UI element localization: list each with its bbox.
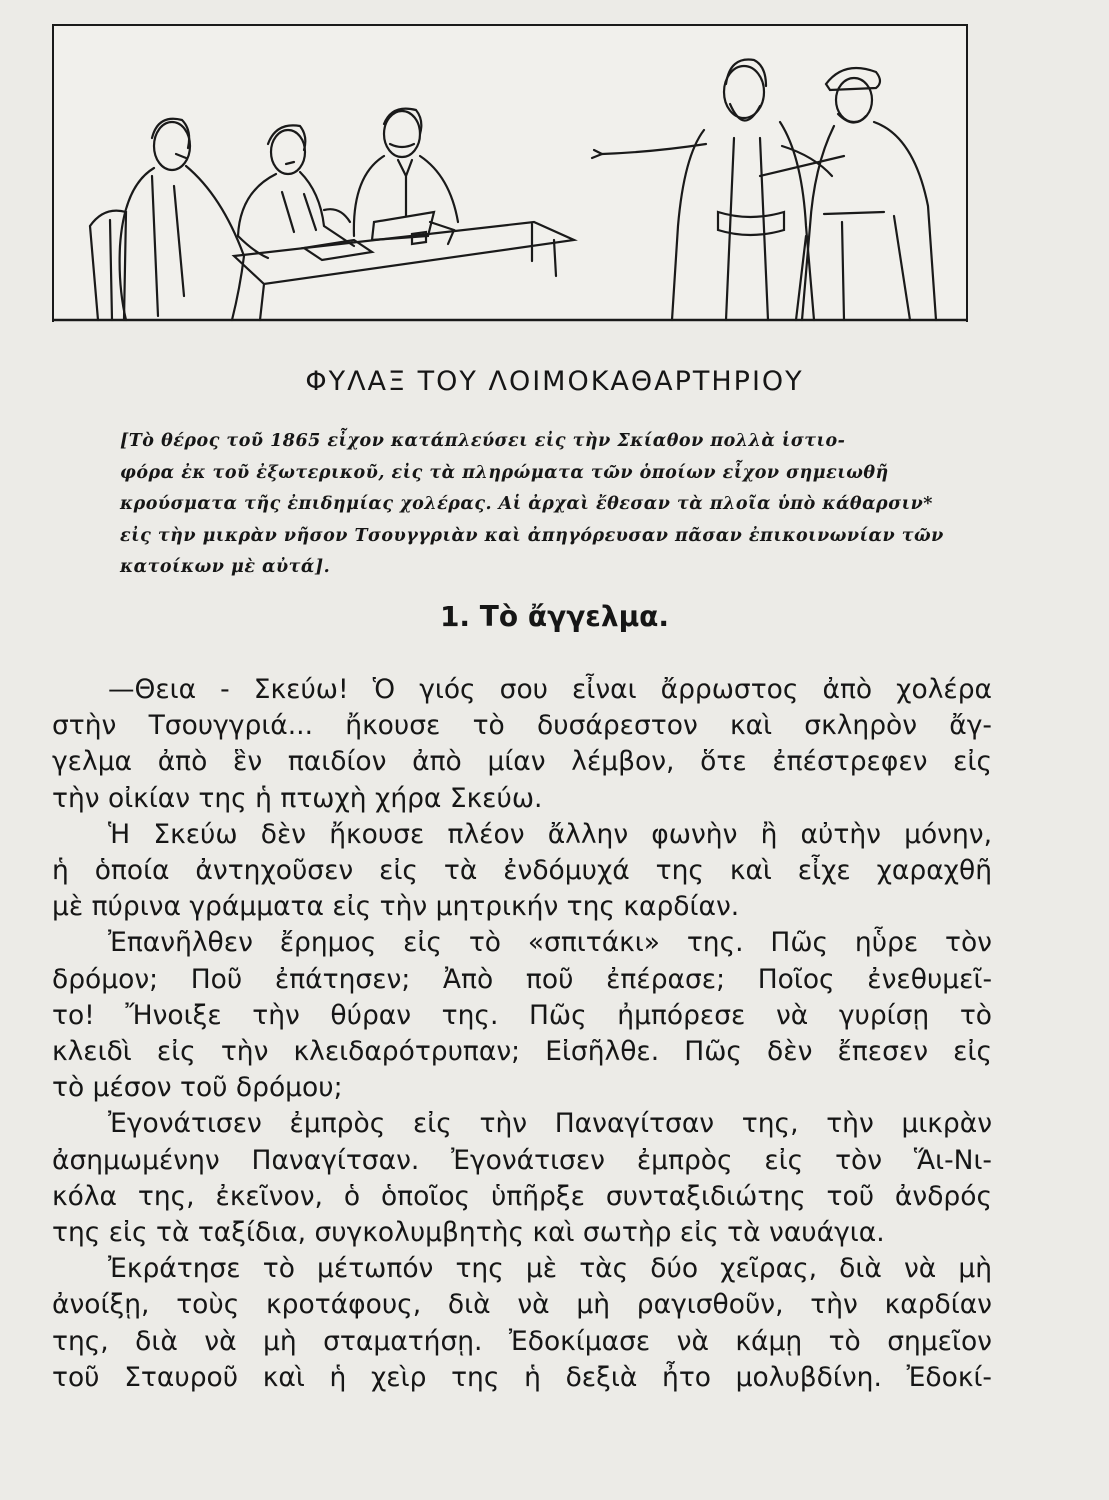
seated-man-right-drawing: [354, 109, 458, 244]
section-heading: 1. Τὸ ἄγγελμα.: [439, 600, 670, 633]
body-line: ἀνοίξῃ, τοὺς κροτάφους, διὰ νὰ μὴ ραγισθοῦν, τὴν καρδίαν: [52, 1289, 992, 1321]
body-line: στὴν Τσουγγριά... ἤκουσε τὸ δυσάρεστον καὶ σκληρὸν ἄγ-: [52, 710, 992, 742]
body-line: τὸ μέσον τοῦ δρόμου;: [52, 1072, 343, 1104]
body-line: Ἐκράτησε τὸ μέτωπόν της μὲ τὰς δύο χεῖρας, διὰ νὰ μὴ: [108, 1253, 992, 1285]
body-line: το! Ἤνοιξε τὴν θύραν της. Πῶς ἠμπόρεσε νὰ γυρίσῃ τὸ: [52, 999, 992, 1031]
body-line: κόλα της, ἐκεῖνον, ὁ ὁποῖος ὑπῆρξε συνταξιδιώτης τοῦ ἀνδρός: [52, 1180, 992, 1212]
body-line: ἀσημωμένην Παναγίτσαν. Ἐγονάτισεν ἐμπρὸς εἰς τὸν Ἅι-Νι-: [52, 1144, 992, 1176]
body-line: της, διὰ νὰ μὴ σταματήσῃ. Ἐδοκίμασε νὰ κάμῃ τὸ σημεῖον: [52, 1325, 992, 1357]
page-title: ΦΥΛΑΞ ΤΟΥ ΛΟΙΜΟΚΑΘΑΡΤΗΡΙΟΥ: [305, 366, 804, 397]
body-line: ἡ ὁποία ἀντηχοῦσεν εἰς τὰ ἐνδόμυχά της καὶ εἶχε χαραχθῆ: [52, 855, 992, 887]
body-line: της εἰς τὰ ταξίδια, συγκολυμβητὴς καὶ σωτὴρ εἰς τὰ ναυάγια.: [52, 1217, 885, 1249]
body-line: Ἐγονάτισεν ἐμπρὸς εἰς τὴν Παναγίτσαν της, τὴν μικρὰν: [108, 1108, 992, 1140]
body-line: κλειδὶ εἰς τὴν κλειδαρότρυπαν; Εἰσῆλθε. Πῶς δὲν ἔπεσεν εἰς: [52, 1036, 992, 1068]
body-line: τοῦ Σταυροῦ καὶ ἡ χεὶρ της ἡ δεξιὰ ἦτο μολυβδίνη. Ἐδοκί-: [52, 1361, 992, 1393]
body-line: Ἐπανῆλθεν ἔρημος εἰς τὸ «σπιτάκι» της. Πῶς ηὗρε τὸν: [108, 927, 992, 959]
old-man-drawing: [760, 68, 936, 320]
body-line: γελμα ἀπὸ ἓν παιδίον ἀπὸ μίαν λέμβον, ὅτε ἐπέστρεφεν εἰς: [52, 746, 992, 778]
intro-line: κρούσματα τῆς ἐπιδημίας χολέρας. Αἱ ἀρχαὶ ἔθεσαν τὰ πλοῖα ὑπὸ κάθαρσιν*: [120, 494, 933, 514]
seated-man-middle-drawing: [238, 125, 354, 258]
body-line: Ἡ Σκεύω δὲν ἤκουσε πλέον ἄλλην φωνὴν ἢ αὐτὴν μόνην,: [108, 818, 992, 850]
intro-line: εἰς τὴν μικρὰν νῆσον Τσουγγριὰν καὶ ἀπηγόρευσαν πᾶσαν ἐπικοινωνίαν τῶν: [120, 525, 944, 546]
body-line: τὴν οἰκίαν της ἡ πτωχὴ χήρα Σκεύω.: [52, 782, 543, 814]
body-line: —Θεια - Σκεύω! Ὁ γιός σου εἶναι ἄρρωστος ἀπὸ χολέρα: [108, 674, 992, 705]
body-line: δρόμον; Ποῦ ἐπάτησεν; Ἀπὸ ποῦ ἐπέρασε; Ποῖος ἐνεθυμεῖ-: [52, 963, 992, 995]
intro-line: [Τὸ θέρος τοῦ 1865 εἶχον κατάπλεύσει εἰς τὴν Σκίαθον πολλὰ ἱστιο-: [120, 431, 846, 451]
illustration: [52, 24, 968, 322]
seated-man-left-drawing: [120, 119, 244, 320]
intro-line: φόρα ἐκ τοῦ ἐξωτερικοῦ, εἰς τὰ πληρώματα τῶν ὁποίων εἶχον σημειωθῆ: [120, 462, 889, 483]
intro-line: κατοίκων μὲ αὐτά].: [120, 557, 331, 577]
body-text: [52, 672, 992, 1396]
bearded-man-drawing: [592, 60, 832, 321]
body-line: μὲ πύρινα γράμματα εἰς τὴν μητρικήν της καρδίαν.: [52, 891, 740, 923]
intro-paragraph: [120, 426, 1000, 584]
